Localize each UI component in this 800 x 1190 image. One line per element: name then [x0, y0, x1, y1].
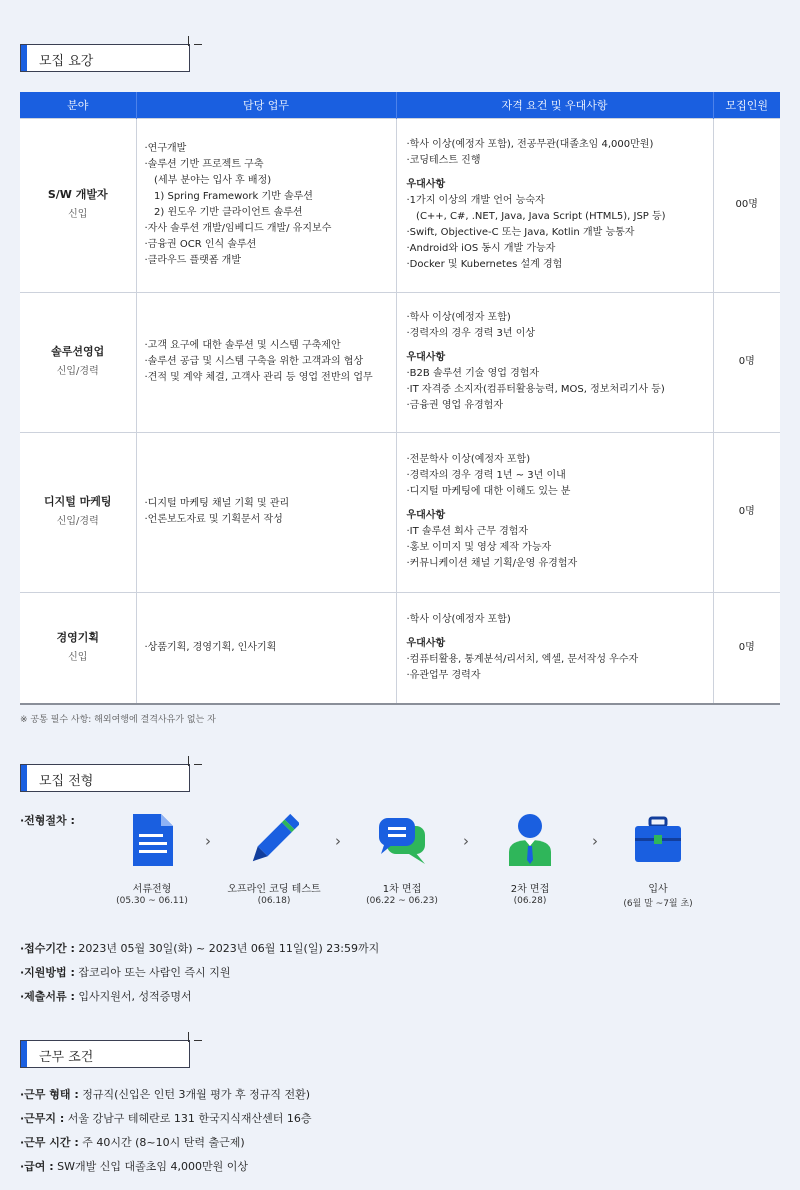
preference-label: 우대사항 — [406, 179, 446, 190]
duty-item: ·언론보도자료 및 기획문서 작성 — [144, 514, 283, 525]
headcount-cell: 0명 — [713, 292, 780, 432]
step-date: (6월 말 ~7월 초) — [623, 899, 693, 909]
header-corner-mark — [188, 756, 189, 766]
duty-item: ·고객 요구에 대한 솔루션 및 시스템 구축제안 — [144, 340, 341, 351]
qualifications-cell — [396, 592, 713, 704]
info-key: ·접수기간 : — [20, 942, 75, 955]
duty-item: ·상품기획, 경영기획, 인사기획 — [144, 641, 277, 653]
duty-item: ·클라우드 플랫폼 개발 — [144, 255, 241, 266]
duty-item: ·견적 및 계약 체결, 고객사 관리 등 영업 전반의 업무 — [144, 372, 373, 383]
duties-cell — [136, 432, 396, 592]
table-row — [20, 432, 780, 592]
preference-label: 우대사항 — [406, 510, 446, 521]
header-accent-bar — [21, 765, 27, 791]
employment-type: 신입/경력 — [56, 516, 99, 527]
headcount-cell: 0명 — [713, 592, 780, 704]
info-value: 잡코리아 또는 사람인 즉시 지원 — [74, 966, 231, 979]
section-title: 모집 요강 — [39, 54, 94, 69]
field-name: 솔루션영업 — [51, 345, 105, 358]
briefcase-icon — [633, 812, 683, 868]
duty-item: ·솔루션 공급 및 시스템 구축을 위한 고객과의 협상 — [144, 356, 364, 367]
preference-label: 우대사항 — [406, 637, 446, 649]
field-cell — [20, 432, 136, 592]
step-date: (05.30 ~ 06.11) — [116, 896, 188, 906]
info-value: 입사지원서, 성적증명서 — [74, 990, 192, 1003]
section-title: 근무 조건 — [39, 1050, 94, 1065]
step-arrow: › — [335, 832, 341, 850]
header-corner-mark — [188, 36, 189, 46]
info-value: 주 40시간 (8~10시 탄력 출근제) — [78, 1136, 245, 1149]
qualification-item: ·경력자의 경우 경력 3년 이상 — [406, 328, 536, 339]
qualifications-cell — [396, 292, 713, 432]
step-date: (06.28) — [513, 896, 547, 906]
table-row — [20, 118, 780, 292]
header-corner-mark — [194, 44, 202, 45]
qualifications-cell — [396, 432, 713, 592]
field-cell — [20, 292, 136, 432]
preference-label: 우대사항 — [406, 352, 446, 363]
header-field: 분야 — [20, 92, 136, 118]
header-qualifications: 자격 요건 및 우대사항 — [396, 92, 713, 118]
duties-cell — [136, 592, 396, 704]
header-accent-bar — [21, 1041, 27, 1067]
header-accent-bar — [21, 45, 27, 71]
required-documents — [20, 988, 192, 1004]
duties-cell — [136, 292, 396, 432]
duty-item: ·디지털 마케팅 채널 기획 및 관리 — [144, 498, 290, 509]
person-icon — [505, 812, 555, 868]
duty-item: (세부 분야는 입사 후 배정) — [144, 175, 272, 186]
application-period — [20, 940, 379, 956]
qualification-item: ·학사 이상(예정자 포함), 전공무관(대졸초임 4,000만원) — [406, 139, 654, 150]
salary — [20, 1158, 248, 1174]
preference-item: ·컴퓨터활용, 통계분석/리서치, 엑셀, 문서작성 우수자 — [406, 653, 639, 665]
info-value: 2023년 05월 30일(화) ~ 2023년 06월 11일(일) 23:59까지 — [74, 942, 380, 955]
duty-item: ·솔루션 기반 프로젝트 구축 — [144, 159, 264, 170]
step-name: 1차 면접 — [382, 884, 422, 895]
step-arrow: › — [592, 832, 598, 850]
preference-item: ·커뮤니케이션 채널 기획/운영 유경험자 — [406, 558, 578, 569]
work-hours — [20, 1134, 245, 1150]
employment-type: 신입/경력 — [56, 366, 99, 377]
employment-type: 신입 — [68, 651, 88, 663]
step-name: 서류전형 — [132, 884, 172, 895]
info-value: 서울 강남구 테헤란로 131 한국지식재산센터 16층 — [64, 1112, 312, 1125]
duties-cell — [136, 118, 396, 292]
headcount-cell: 00명 — [713, 118, 780, 292]
step-date: (06.22 ~ 06.23) — [366, 896, 438, 906]
qualification-item: ·디지털 마케팅에 대한 이해도 있는 분 — [406, 486, 571, 497]
duty-item: ·자사 솔루션 개발/임베디드 개발/ 유지보수 — [144, 223, 332, 234]
field-name: 경영기획 — [56, 630, 99, 644]
preference-item: (C++, C#, .NET, Java, Java Script (HTML5), JSP 등) — [406, 211, 666, 222]
common-requirement-note: ※ 공통 필수 사항: 해외여행에 결격사유가 없는 자 — [20, 715, 216, 725]
preference-item: ·B2B 솔루션 기술 영업 경험자 — [406, 368, 540, 379]
header-corner-mark — [194, 764, 202, 765]
work-location — [20, 1110, 312, 1126]
work-type — [20, 1086, 310, 1102]
table-row — [20, 292, 780, 432]
preference-item: ·IT 솔루션 회사 근무 경험자 — [406, 526, 529, 537]
info-key: ·근무지 : — [20, 1112, 65, 1125]
section-header-conditions — [20, 1040, 190, 1068]
field-cell — [20, 592, 136, 704]
table-header-row — [20, 92, 780, 118]
header-corner-mark — [188, 1032, 189, 1042]
info-key: ·근무 형태 : — [20, 1088, 79, 1101]
step-name: 오프라인 코딩 테스트 — [227, 884, 321, 895]
preference-item: ·IT 자격증 소지자(컴퓨터활용능력, MOS, 정보처리기사 등) — [406, 384, 665, 395]
header-corner-mark — [194, 1040, 202, 1041]
qualification-item: ·경력자의 경우 경력 1년 ~ 3년 이내 — [406, 470, 566, 481]
section-header-recruit — [20, 44, 190, 72]
info-key: ·지원방법 : — [20, 966, 75, 979]
step-date: (06.18) — [257, 896, 291, 906]
qualification-item: ·학사 이상(예정자 포함) — [406, 613, 511, 625]
field-cell — [20, 118, 136, 292]
preference-item: ·1가지 이상의 개발 언어 능숙자 — [406, 195, 545, 206]
section-title: 모집 전형 — [39, 774, 94, 789]
step-name: 2차 면접 — [510, 884, 550, 895]
table-row — [20, 592, 780, 704]
step-arrow: › — [463, 832, 469, 850]
info-value: 정규직(신입은 인턴 3개월 평가 후 정규직 전환) — [78, 1088, 311, 1101]
info-key: ·근무 시간 : — [20, 1136, 79, 1149]
qualification-item: ·전문학사 이상(예정자 포함) — [406, 454, 531, 465]
section-header-process — [20, 764, 190, 792]
document-icon — [127, 812, 177, 868]
preference-item: ·Android와 iOS 동시 개발 가능자 — [406, 243, 556, 254]
duty-item: 2) 윈도우 기반 클라이언트 솔루션 — [144, 207, 303, 218]
preference-item: ·금융권 영업 유경험자 — [406, 400, 503, 411]
step-name: 입사 — [648, 884, 668, 895]
preference-item: ·홍보 이미지 및 영상 제작 가능자 — [406, 542, 552, 553]
qualification-item: ·코딩테스트 진행 — [406, 155, 481, 166]
recruit-table — [20, 92, 780, 705]
qualifications-cell — [396, 118, 713, 292]
header-count: 모집인원 — [713, 92, 780, 118]
duty-item: ·금융권 OCR 인식 솔루션 — [144, 239, 257, 250]
preference-item: ·Swift, Objective-C 또는 Java, Kotlin 개발 능통자 — [406, 227, 635, 238]
qualification-item: ·학사 이상(예정자 포함) — [406, 312, 511, 323]
header-duties: 담당 업무 — [136, 92, 396, 118]
application-method — [20, 964, 231, 980]
headcount-cell: 0명 — [713, 432, 780, 592]
duty-item: ·연구개발 — [144, 143, 187, 154]
info-key: ·급여 : — [20, 1160, 54, 1173]
info-value: SW개발 신입 대졸초임 4,000만원 이상 — [53, 1160, 249, 1173]
chat-icon — [377, 812, 427, 868]
field-name: 디지털 마케팅 — [43, 495, 112, 508]
step-arrow: › — [205, 832, 211, 850]
employment-type: 신입 — [68, 209, 88, 220]
pencil-icon — [249, 812, 299, 868]
preference-item: ·유관업무 경력자 — [406, 669, 481, 681]
process-label: ·전형절차 : — [20, 814, 75, 827]
duty-item: 1) Spring Framework 기반 솔루션 — [144, 191, 313, 202]
info-key: ·제출서류 : — [20, 990, 75, 1003]
preference-item: ·Docker 및 Kubernetes 설계 경험 — [406, 259, 563, 270]
field-name: S/W 개발자 — [47, 188, 108, 201]
